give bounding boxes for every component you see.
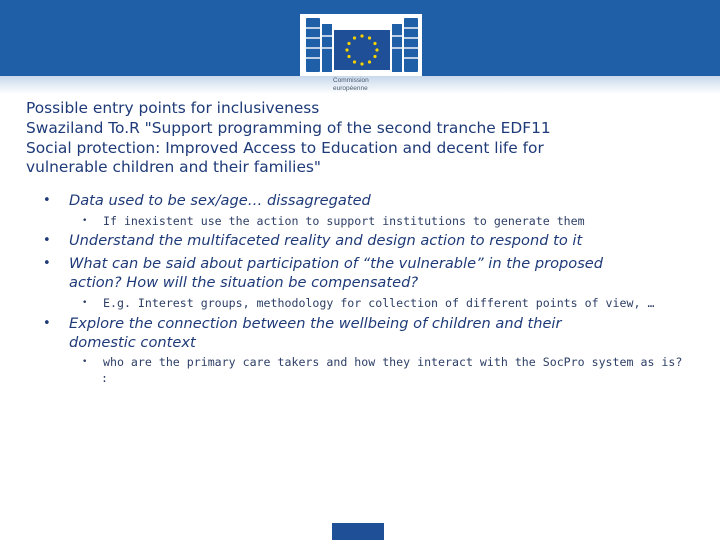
logo-caption (333, 77, 393, 93)
sub-bullet-text: E.g. Interest groups, methodology for collection of different points of view, … (103, 296, 655, 310)
bullet-dot-icon: • (43, 193, 51, 208)
bullet-dot-icon: • (82, 216, 88, 226)
sub-bullet-item (82, 213, 693, 229)
bullet-dot-icon: • (82, 357, 88, 367)
bullet-dot-icon: • (43, 256, 51, 271)
footer-tab (332, 523, 384, 540)
sub-bullet-text: who are the primary care takers and how they interact with the SocPro system as is? (103, 355, 683, 369)
title-line: Social protection: Improved Access to Education and decent life for (26, 138, 544, 157)
logo-caption-line2: européenne (333, 85, 368, 92)
bullet-dot-icon: • (82, 298, 88, 308)
bullet-text: Explore the connection between the wellbeing of children and their (69, 315, 562, 332)
sub-bullet-item (82, 295, 693, 311)
slide-title (26, 99, 706, 178)
bullet-item (43, 232, 689, 251)
bullet-text: What can be said about participation of “the vulnerable” in the proposed (69, 255, 604, 272)
bullet-item (43, 255, 689, 292)
bullet-dot-icon: • (43, 233, 51, 248)
bullet-text: Understand the multifaceted reality and design action to respond to it (69, 232, 583, 249)
trailing-mark: : (101, 371, 108, 385)
sub-bullet-item (82, 354, 693, 370)
bullet-text: domestic context (69, 333, 196, 351)
sub-bullet-text: If inexistent use the action to support institutions to generate them (103, 214, 585, 228)
title-line: Swaziland To.R "Support programming of the second tranche EDF11 (26, 118, 551, 137)
title-line: vulnerable children and their families" (26, 158, 322, 177)
bullet-text: action? How will the situation be compensated? (69, 273, 419, 291)
bullet-item (43, 192, 689, 211)
bullet-text: Data used to be sex/age… dissagregated (69, 192, 371, 209)
logo-caption-line1: Commission (333, 77, 369, 84)
bullet-dot-icon: • (43, 316, 51, 331)
bullet-item (43, 315, 689, 352)
title-line: Possible entry points for inclusiveness (26, 99, 320, 117)
